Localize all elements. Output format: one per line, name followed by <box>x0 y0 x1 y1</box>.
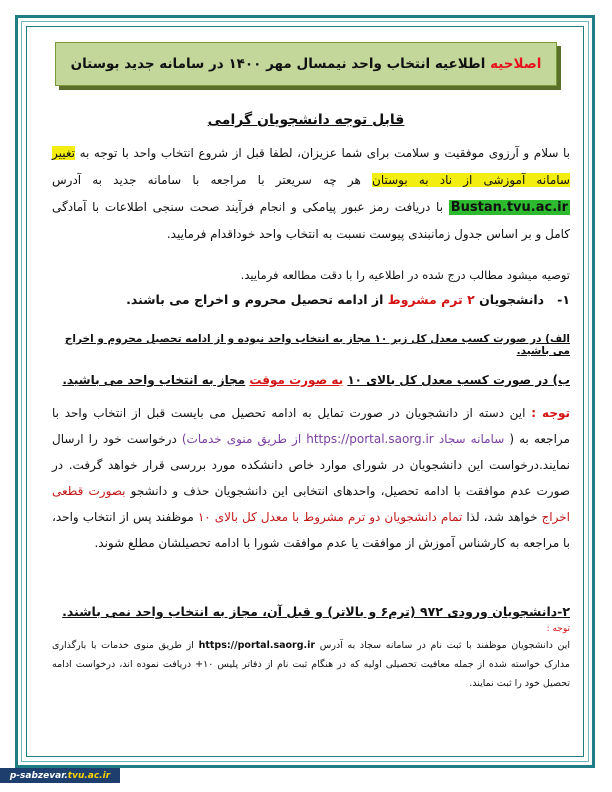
item1-number: ۱- <box>557 292 570 307</box>
clause-alef: الف) در صورت کسب معدل کل زیر ۱۰ مجاز به انتخاب واحد نبوده و از ادامه تحصیل محروم و اخراج می باشید. <box>64 333 570 357</box>
attention-part4: خواهد شد، لذا <box>466 510 538 524</box>
footer-domain: tvu.ac.ir <box>67 770 111 781</box>
item-1 <box>52 292 570 307</box>
intro-part3: با دریافت رمز عبور پیامکی و انجام فرآیند صحت سنجی اطلاعات با آمادگی کامل و بر اساس جدول زمانبندی پیوست نسبت به انتخاب واحد خوداقدام فرمایید. <box>52 200 570 241</box>
item2-text: ۲-دانشجویان ورودی ۹۷۲ (ترم۶ و بالاتر) و قبل آن، مجاز به انتخاب واحد نمی باشند. <box>62 604 570 619</box>
title-banner <box>55 42 557 86</box>
footer-site-badge[interactable] <box>0 768 120 783</box>
page-heading <box>0 112 612 128</box>
attention-red1: بصورت قطعی اخراج <box>52 484 571 524</box>
item1-pre: دانشجویان <box>479 292 545 307</box>
portal-link[interactable]: https://portal.saorg.ir <box>306 432 434 446</box>
note-part1: این دانشجویان موظفند با ثبت نام در سامانه سجاد به آدرس <box>319 640 570 651</box>
bustan-link[interactable]: Bustan.tvu.ac.ir <box>450 200 568 215</box>
note-part2: از طریق منوی خدمات با بارگذاری مدارک خواسته شده از جمله معافیت تحصیلی اولیه که در هنگام ثبت نام از دفاتر پلیس ۱۰+ دریافت نموده اند، درخواست ادامه تحصیل خود را ثبت نمایند. <box>52 640 570 689</box>
title-correction-word: اصلاحیه <box>490 56 542 72</box>
attention-part3: درخواست خود را ارسال نمایند.درخواست این دانشجویان در شورای موارد خاص دانشکده مورد بررسی قرار خواهد گرفت. در صورت عدم موافقت با ادامه تحصیل، واحدهای انتخابی این دانشجویان حذف و دانشجو <box>52 432 570 498</box>
item1-post: از ادامه تحصیل محروم و اخراج می باشند. <box>126 292 384 307</box>
intro-part1: با سلام و آرزوی موفقیت و سلامت برای شما عزیزان، لطفا قبل از شروع انتخاب واحد با توجه به <box>79 146 570 160</box>
item1-red: ۲ ترم مشروط <box>387 292 475 307</box>
heading-text: قابل توجه دانشجویان گرامی <box>207 112 405 128</box>
intro-highlight: تغییر سامانه آموزشی از ناد به بوستان <box>52 146 570 187</box>
intro-paragraph <box>52 140 570 248</box>
attention-part2: از طریق منوی خدمات) <box>181 432 302 446</box>
attention-red2: تمام دانشجویان دو ترم مشروط با معدل کل بالای ۱۰ <box>197 510 463 524</box>
attention-paragraph <box>52 400 570 556</box>
attention-samaneh: سامانه سجاد <box>438 432 505 446</box>
item2-note <box>52 636 570 693</box>
attention-part5: موظفند پس از انتخاب واحد، با مراجعه به کارشناس آموزش از موافقت یا عدم موافقت شورا با ادامه تحصیلشان مطلع شوند. <box>52 510 570 550</box>
footer-pre: p-sabzevar. <box>9 770 68 781</box>
attention-label: توجه : <box>531 406 570 420</box>
be-post: مجاز به انتخاب واحد می باشید. <box>62 373 246 387</box>
intro-part2: هر چه سریعتر با مراجعه با سامانه جدید به آدرس <box>52 173 361 187</box>
clause-be <box>52 373 570 387</box>
item-2 <box>52 604 570 634</box>
be-red: به صورت موقت <box>249 373 344 387</box>
title-text: اطلاعیه انتخاب واحد نیمسال مهر ۱۴۰۰ در سامانه جدید بوستان <box>70 56 486 72</box>
item2-note-label: توجه : <box>546 624 570 634</box>
recommend-text: توصیه میشود مطالب درج شده در اطلاعیه را با دقت مطالعه فرمایید. <box>240 268 570 282</box>
be-pre: ب) در صورت کسب معدل کل بالای ۱۰ <box>347 373 570 387</box>
attention-part1: این دسته از دانشجویان در صورت تمایل به ادامه تحصیل می بایست قبل از انتخاب واحد با مراجعه به ( <box>52 406 570 446</box>
note-link[interactable]: https://portal.saorg.ir <box>198 640 316 651</box>
